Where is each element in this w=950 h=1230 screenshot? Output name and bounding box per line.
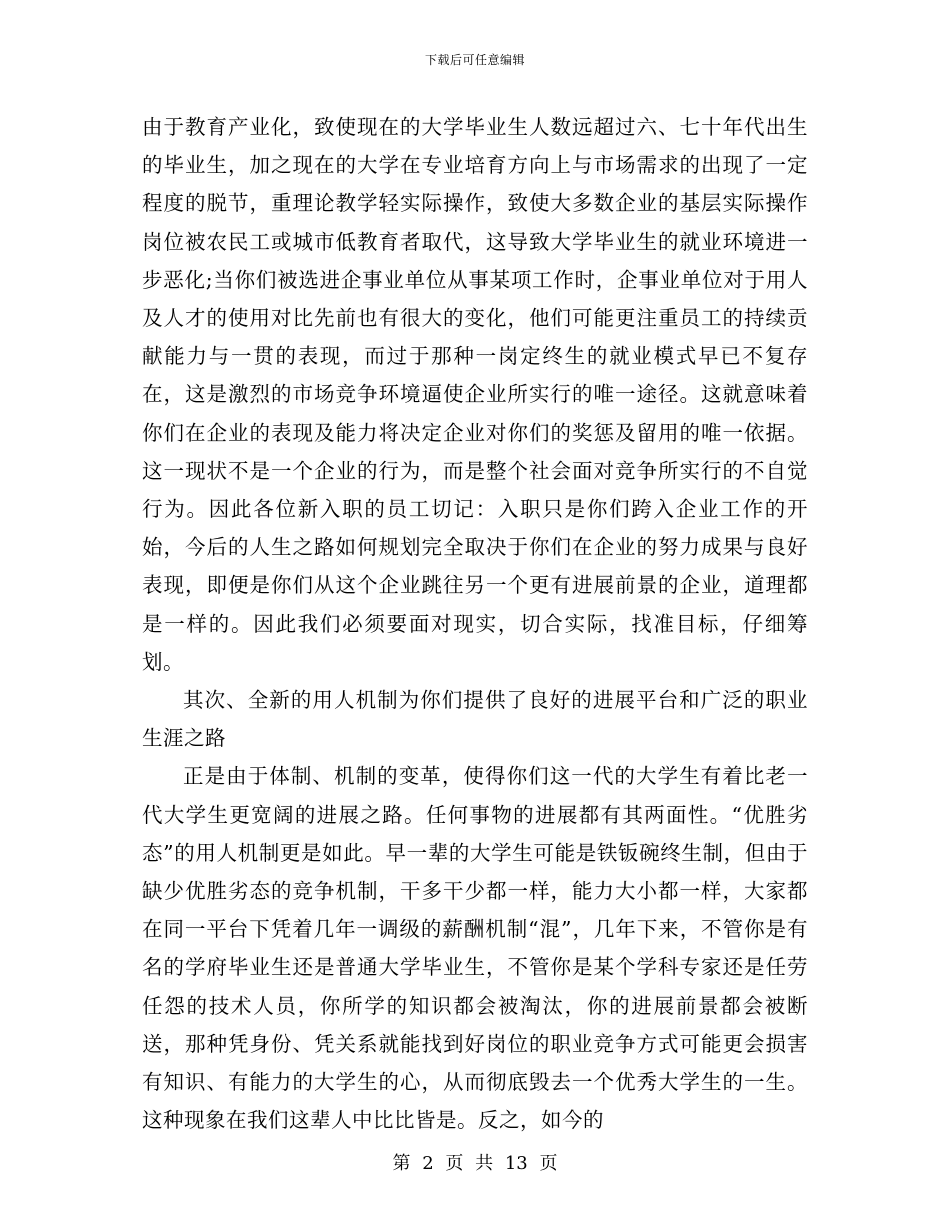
page-number-footer: 第 2 页 共 13 页 (392, 1153, 558, 1174)
paragraph-continuation: 由于教育产业化，致使现在的大学毕业生人数远超过六、七十年代出生的毕业生，加之现在的大学在专业培育方向上与市场需求的出现了一定程度的脱节，重理论教学轻实际操作，致使大多数企业的基层实际操作岗位被农民工或城市低教育者取代，这导致大学毕业生的就业环境进一步恶化;当你们被选进企事业单位从事某项工作时，企事业单位对于用人及人才的使用对比先前也有很大的变化，他们可能更注重员工的持续贡献能力与一贯的表现，而过于那种一岗定终生的就业模式早已不复存在，这是激烈的市场竞争环境逼使企业所实行的唯一途径。这就意味着你们在企业的表现及能力将决定企业对你们的奖惩及留用的唯一依据。这一现状不是一个企业的行为，而是整个社会面对竞争所实行的不自觉行为。因此各位新入职的员工切记：入职只是你们跨入企业工作的开始，今后的人生之路如何规划完全取决于你们在企业的努力成果与良好表现，即便是你们从这个企业跳往另一个更有进展前景的企业，道理都是一样的。因此我们必须要面对现实，切合实际，找准目标，仔细筹划。 (142, 115, 808, 674)
paragraph-section-heading: 其次、全新的用人机制为你们提供了良好的进展平台和广泛的职业生涯之路 (142, 688, 808, 751)
document-body (142, 108, 808, 1139)
page-header: 下载后可任意编辑 (424, 53, 525, 67)
paragraph-body: 正是由于体制、机制的变革，使得你们这一代的大学生有着比老一代大学生更宽阔的进展之路。任何事物的进展都有其两面性。“优胜劣态”的用人机制更是如此。早一辈的大学生可能是铁钣碗终生制，但由于缺少优胜劣态的竞争机制，干多干少都一样，能力大小都一样，大家都在同一平台下凭着几年一调级的薪酬机制“混”，几年下来，不管你是有名的学府毕业生还是普通大学毕业生，不管你是某个学科专家还是任劳任怨的技术人员，你所学的知识都会被淘汰，你的进展前景都会被断送，那种凭身份、凭关系就能找到好岗位的职业竞争方式可能更会损害有知识、有能力的大学生的心，从而彻底毁去一个优秀大学生的一生。这种现象在我们这辈人中比比皆是。反之，如今的 (142, 764, 808, 1133)
